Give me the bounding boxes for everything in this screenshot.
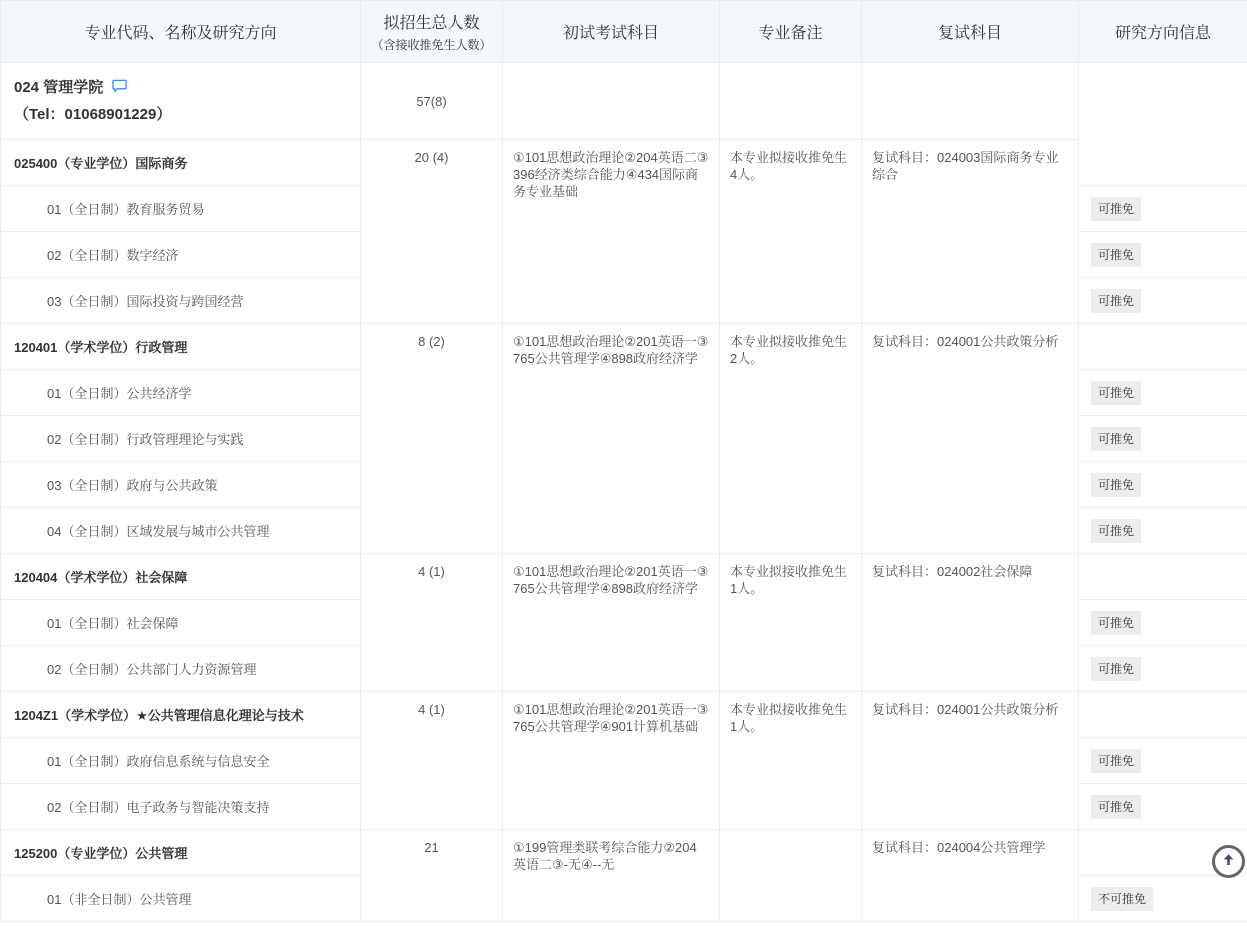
tuimian-badge: 可推免 bbox=[1091, 427, 1141, 451]
direction-name: 02（全日制）行政管理理论与实践 bbox=[1, 416, 361, 462]
direction-info-cell bbox=[1079, 232, 1247, 278]
section-enrollment: 4 (1) bbox=[361, 692, 503, 830]
college-row bbox=[1, 63, 1247, 140]
header-retest-subject: 复试科目 bbox=[862, 1, 1079, 63]
tuimian-badge: 可推免 bbox=[1091, 289, 1141, 313]
empty-cell bbox=[720, 63, 862, 140]
college-total-enrollment: 57(8) bbox=[361, 63, 503, 140]
header-major-note: 专业备注 bbox=[720, 1, 862, 63]
direction-info-cell bbox=[1079, 370, 1247, 416]
header-enrollment bbox=[361, 1, 503, 63]
section-initial-exam: ①199管理类联考综合能力②204英语二③-无④--无 bbox=[503, 830, 720, 922]
section-enrollment: 4 (1) bbox=[361, 554, 503, 692]
direction-info-cell bbox=[1079, 462, 1247, 508]
tuimian-badge: 可推免 bbox=[1091, 243, 1141, 267]
section-retest: 复试科目：024001公共政策分析 bbox=[862, 324, 1079, 554]
direction-name: 04（全日制）区域发展与城市公共管理 bbox=[1, 508, 361, 554]
direction-name: 03（全日制）政府与公共政策 bbox=[1, 462, 361, 508]
section-code-row bbox=[1, 692, 1247, 738]
direction-info-cell bbox=[1079, 416, 1247, 462]
header-initial-exam: 初试考试科目 bbox=[503, 1, 720, 63]
header-enrollment-sub: （含接收推免生人数） bbox=[371, 38, 492, 52]
arrow-up-icon bbox=[1220, 851, 1237, 873]
direction-name: 01（全日制）教育服务贸易 bbox=[1, 186, 361, 232]
section-code-row bbox=[1, 324, 1247, 370]
section-note: 本专业拟接收推免生1人。 bbox=[720, 692, 862, 830]
empty-direction-info-cell bbox=[1079, 63, 1247, 186]
direction-info-cell bbox=[1079, 876, 1247, 922]
tuimian-badge: 可推免 bbox=[1091, 795, 1141, 819]
section-initial-exam: ①101思想政治理论②204英语二③396经济类综合能力④434国际商务专业基础 bbox=[503, 140, 720, 324]
direction-name: 02（全日制）电子政务与智能决策支持 bbox=[1, 784, 361, 830]
major-code-name: 125200（专业学位）公共管理 bbox=[1, 830, 361, 876]
major-code-name: 025400（专业学位）国际商务 bbox=[1, 140, 361, 186]
section-note: 本专业拟接收推免生4人。 bbox=[720, 140, 862, 324]
section-code-row bbox=[1, 140, 1247, 186]
tuimian-badge: 可推免 bbox=[1091, 381, 1141, 405]
direction-info-cell bbox=[1079, 508, 1247, 554]
section-retest: 复试科目：024003国际商务专业综合 bbox=[862, 140, 1079, 324]
tuimian-badge: 可推免 bbox=[1091, 611, 1141, 635]
section-note bbox=[720, 830, 862, 922]
major-code-name: 120404（学术学位）社会保障 bbox=[1, 554, 361, 600]
direction-name: 01（全日制）政府信息系统与信息安全 bbox=[1, 738, 361, 784]
section-initial-exam: ①101思想政治理论②201英语一③765公共管理学④898政府经济学 bbox=[503, 554, 720, 692]
direction-name: 01（全日制）公共经济学 bbox=[1, 370, 361, 416]
section-initial-exam: ①101思想政治理论②201英语一③765公共管理学④898政府经济学 bbox=[503, 324, 720, 554]
direction-name: 01（全日制）社会保障 bbox=[1, 600, 361, 646]
empty-cell bbox=[503, 63, 720, 140]
tuimian-badge: 可推免 bbox=[1091, 657, 1141, 681]
tuimian-badge: 可推免 bbox=[1091, 749, 1141, 773]
direction-info-cell bbox=[1079, 784, 1247, 830]
direction-name: 02（全日制）公共部门人力资源管理 bbox=[1, 646, 361, 692]
college-tel: （Tel：01068901229） bbox=[14, 105, 172, 123]
table-header-row bbox=[1, 1, 1247, 63]
tuimian-badge: 不可推免 bbox=[1091, 887, 1153, 911]
section-retest: 复试科目：024001公共政策分析 bbox=[862, 692, 1079, 830]
tuimian-badge: 可推免 bbox=[1091, 197, 1141, 221]
major-code-name: 120401（学术学位）行政管理 bbox=[1, 324, 361, 370]
section-enrollment: 8 (2) bbox=[361, 324, 503, 554]
college-name: 024 管理学院 bbox=[14, 78, 104, 96]
college-cell bbox=[1, 63, 361, 140]
section-enrollment: 21 bbox=[361, 830, 503, 922]
section-retest: 复试科目：024004公共管理学 bbox=[862, 830, 1079, 922]
empty-direction-info-cell bbox=[1079, 692, 1247, 738]
section-enrollment: 20 (4) bbox=[361, 140, 503, 324]
section-initial-exam: ①101思想政治理论②201英语一③765公共管理学④901计算机基础 bbox=[503, 692, 720, 830]
tuimian-badge: 可推免 bbox=[1091, 473, 1141, 497]
section-code-row bbox=[1, 554, 1247, 600]
section-note: 本专业拟接收推免生1人。 bbox=[720, 554, 862, 692]
empty-direction-info-cell bbox=[1079, 324, 1247, 370]
back-to-top-button[interactable] bbox=[1212, 845, 1245, 878]
direction-info-cell bbox=[1079, 646, 1247, 692]
header-direction-info: 研究方向信息 bbox=[1079, 1, 1247, 63]
section-note: 本专业拟接收推免生2人。 bbox=[720, 324, 862, 554]
empty-direction-info-cell bbox=[1079, 554, 1247, 600]
direction-info-cell bbox=[1079, 278, 1247, 324]
empty-cell bbox=[862, 63, 1079, 140]
header-enrollment-main: 拟招生总人数 bbox=[383, 15, 480, 32]
section-code-row bbox=[1, 830, 1247, 876]
speech-bubble-icon[interactable] bbox=[112, 80, 127, 97]
major-code-name: 1204Z1（学术学位）★公共管理信息化理论与技术 bbox=[1, 692, 361, 738]
direction-info-cell bbox=[1079, 600, 1247, 646]
direction-name: 03（全日制）国际投资与跨国经营 bbox=[1, 278, 361, 324]
direction-name: 02（全日制）数字经济 bbox=[1, 232, 361, 278]
direction-name: 01（非全日制）公共管理 bbox=[1, 876, 361, 922]
section-retest: 复试科目：024002社会保障 bbox=[862, 554, 1079, 692]
header-major-code: 专业代码、名称及研究方向 bbox=[1, 1, 361, 63]
direction-info-cell bbox=[1079, 738, 1247, 784]
direction-info-cell bbox=[1079, 186, 1247, 232]
tuimian-badge: 可推免 bbox=[1091, 519, 1141, 543]
